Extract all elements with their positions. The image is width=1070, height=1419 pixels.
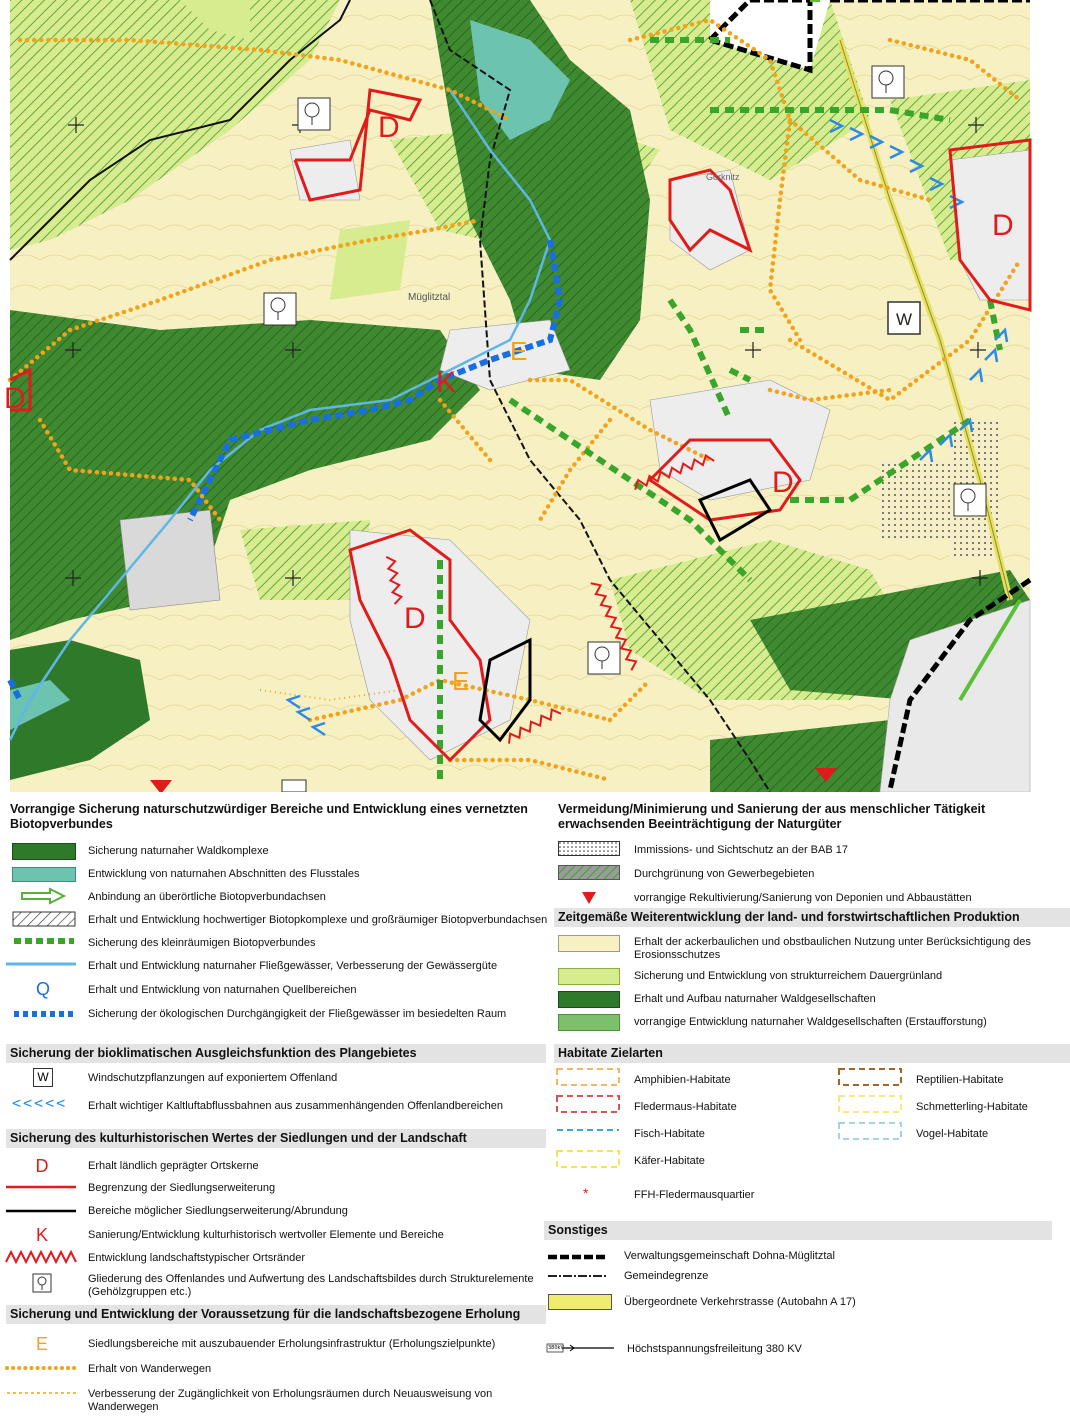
structure-element-icon	[32, 1273, 52, 1293]
legend-item-label: Erhalt ländlich geprägter Ortskerne	[88, 1160, 259, 1172]
possible-expansion-line	[4, 1208, 78, 1214]
legend-item-label: Entwicklung von naturnahen Abschnitten des Flusstales	[88, 868, 360, 880]
habitat-label: Fledermaus-Habitate	[634, 1101, 737, 1113]
emission-screen-swatch	[558, 841, 620, 856]
village-core-marker: D	[992, 209, 1014, 242]
settlement-limit-line	[4, 1184, 78, 1190]
legend-section-title: Sicherung des kulturhistorischen Wertes der Siedlungen und der Landschaft	[6, 1129, 546, 1148]
legend-section-title: Vorrangige Sicherung naturschutzwürdiger Bereiche und Entwicklung eines vernetzten Biotopverbundes	[10, 802, 528, 831]
motorway-swatch	[548, 1294, 612, 1310]
bird-habitat-swatch	[838, 1122, 902, 1140]
beetle-habitat-swatch	[556, 1150, 620, 1168]
structure-element-icon	[872, 66, 904, 98]
spring-area-symbol: Q	[35, 979, 50, 999]
grassland-swatch	[558, 968, 620, 985]
habitat-label: Amphibien-Habitate	[634, 1074, 731, 1086]
structure-element-icon	[264, 293, 296, 325]
biotope-axis-arrow-icon	[20, 888, 66, 904]
legend-item-label: Erhalt und Entwicklung naturnaher Fließgewässer, Verbesserung der Gewässergüte	[88, 960, 498, 972]
new-hiking-trail-line	[4, 1389, 78, 1397]
recreation-target-marker: E	[452, 666, 470, 696]
cold-air-arrows-symbol: <<<<<	[12, 1094, 68, 1112]
legend-section-title: Sicherung und Entwicklung der Voraussetzung für die landschaftsbezogene Erholung	[6, 1305, 546, 1324]
habitat-label: Käfer-Habitate	[634, 1155, 705, 1167]
river-valley-swatch	[12, 867, 76, 882]
village-core-marker: D	[772, 466, 794, 499]
legend-item-label: Entwicklung landschaftstypischer Ortsränder	[88, 1252, 306, 1264]
afforestation-swatch	[558, 1014, 620, 1031]
legend-item-label: vorrangige Entwicklung naturnaher Waldgesellschaften (Erstaufforstung)	[634, 1016, 987, 1028]
butterfly-habitat-swatch	[838, 1095, 902, 1113]
legend-item-label: Durchgrünung von Gewerbegebieten	[634, 868, 815, 880]
map-legend	[0, 792, 1066, 1419]
habitat-label: Fisch-Habitate	[634, 1128, 705, 1140]
habitat-label: Reptilien-Habitate	[916, 1074, 1004, 1086]
legend-item-label: vorrangige Rekultivierung/Sanierung von Deponien und Abbaustätten	[634, 892, 972, 904]
habitat-label: Vogel-Habitate	[916, 1128, 989, 1140]
forest-complex-swatch	[12, 843, 76, 860]
heritage-element-marker: K	[436, 366, 457, 399]
legend-item-label: Verbesserung der Zugänglichkeit von Erholungsräumen durch Neuausweisung von Wanderwegen	[88, 1388, 493, 1413]
grassland-area	[330, 220, 410, 300]
legend-item-label: Sanierung/Entwicklung kulturhistorisch wertvoller Elemente und Bereiche	[88, 1229, 444, 1241]
legend-section-title: Habitate Zielarten	[554, 1044, 1070, 1063]
structure-element-icon	[298, 98, 330, 130]
legend-item-label: Siedlungsbereiche mit auszubauender Erholungsinfrastruktur (Erholungszielpunkte)	[88, 1338, 496, 1350]
legend-item-label: Begrenzung der Siedlungserweiterung	[88, 1182, 276, 1194]
map-panel	[4, 0, 1030, 792]
village-core-marker: D	[4, 382, 26, 415]
legend-item-label: Immissions- und Sichtschutz an der BAB 17	[634, 844, 848, 856]
structure-element-icon	[954, 484, 986, 516]
fish-habitat-swatch	[556, 1126, 620, 1134]
hiking-trail-line	[4, 1364, 78, 1372]
industrial-area	[120, 510, 220, 610]
legend-item-label: Sicherung der ökologischen Durchgängigkeit der Fließgewässer im besiedelten Raum	[88, 1008, 507, 1020]
structure-element-icon	[588, 642, 620, 674]
legend-item-label: Sicherung naturnaher Waldkomplexe	[88, 845, 269, 857]
legend-section-title: Sicherung der bioklimatischen Ausgleichsfunktion des Plangebietes	[6, 1044, 546, 1063]
reptile-habitat-swatch	[838, 1068, 902, 1086]
powerline-tag: 380kV	[548, 1345, 564, 1351]
bat-roost-asterisk-icon: *	[583, 1185, 589, 1201]
legend-item-label: Erhalt der ackerbaulichen und obstbaulichen Nutzung unter Berücksichtigung des Erosionsschutzes	[634, 936, 1031, 961]
windbreak-symbol: W	[33, 1068, 53, 1087]
legend-item-label: Sicherung und Entwicklung von strukturreichem Dauergrünland	[634, 970, 943, 982]
small-biotope-network-line	[12, 936, 76, 946]
legend-section-title: Zeitgemäße Weiterentwicklung der land- und forstwirtschaftlichen Produktion	[554, 908, 1070, 927]
legend-item-label: Erhalt und Aufbau naturnaher Waldgesellschaften	[634, 993, 876, 1005]
legend-item-label: Erhalt von Wanderwegen	[88, 1363, 212, 1375]
legend-item-label: FFH-Fledermausquartier	[634, 1189, 755, 1201]
legend-item-label: Höchstspannungsfreileitung 380 KV	[627, 1343, 802, 1355]
village-core-marker: D	[378, 111, 400, 144]
recreation-target-symbol: E	[35, 1334, 48, 1354]
windbreak-letter: W	[895, 310, 913, 329]
place-label: Gorknitz	[706, 172, 740, 182]
amphibian-habitat-swatch	[556, 1068, 620, 1086]
arable-swatch	[558, 935, 620, 952]
biotope-complex-hatch-swatch	[12, 911, 76, 927]
village-core-symbol: D	[35, 1156, 49, 1176]
heritage-element-symbol: K	[35, 1225, 48, 1245]
legend-item-label: Erhalt und Entwicklung von naturnahen Quellbereichen	[88, 984, 357, 996]
legend-item-label: Anbindung an überörtliche Biotopverbundachsen	[88, 891, 326, 903]
place-label: Müglitztal	[408, 292, 451, 303]
village-core-marker: D	[404, 602, 426, 635]
town-edge-zigzag-symbol	[4, 1250, 78, 1264]
deposit-remediation-icon	[581, 891, 597, 905]
legend-section-title: Vermeidung/Minimierung und Sanierung der aus menschlicher Tätigkeit erwachsenden Beeinträchtigung der Naturgüter	[558, 802, 986, 831]
habitat-label: Schmetterling-Habitate	[916, 1101, 1028, 1113]
legend-item-label: Übergeordnete Verkehrstrasse (Autobahn A 17)	[624, 1296, 856, 1308]
bat-habitat-swatch	[556, 1095, 620, 1113]
recreation-target-marker: E	[510, 336, 528, 366]
legend-item-label: Erhalt wichtiger Kaltluftabflussbahnen aus zusammenhängenden Offenlandbereichen	[88, 1100, 504, 1112]
municipal-boundary-line	[546, 1272, 610, 1280]
watercourse-line	[4, 960, 78, 968]
legend-item-label: Sicherung des kleinräumigen Biotopverbundes	[88, 937, 316, 949]
commercial-greening-swatch	[558, 865, 620, 880]
landscape-plan-map	[4, 0, 1030, 792]
forest-society-swatch	[558, 991, 620, 1008]
legend-section-title: Sonstiges	[544, 1221, 1052, 1240]
admin-boundary-line	[546, 1253, 610, 1261]
structure-element-icon	[282, 780, 306, 792]
legend-item-label: Erhalt und Entwicklung hochwertiger Biotopkomplexe und großräumiger Biotopverbundachsen	[88, 914, 548, 926]
legend-item-label: Gemeindegrenze	[624, 1270, 709, 1282]
legend-item-label: Verwaltungsgemeinschaft Dohna-Müglitztal	[624, 1250, 835, 1262]
legend-item-label: Windschutzpflanzungen auf exponiertem Offenland	[88, 1072, 338, 1084]
watercourse-continuity-line	[12, 1009, 76, 1019]
legend-item-label: Bereiche möglicher Siedlungserweiterung/Abrundung	[88, 1205, 348, 1217]
legend-item-label: Gliederung des Offenlandes und Aufwertung des Landschaftsbildes durch Strukturelemente (Gehölzgruppen etc.)	[88, 1273, 534, 1298]
